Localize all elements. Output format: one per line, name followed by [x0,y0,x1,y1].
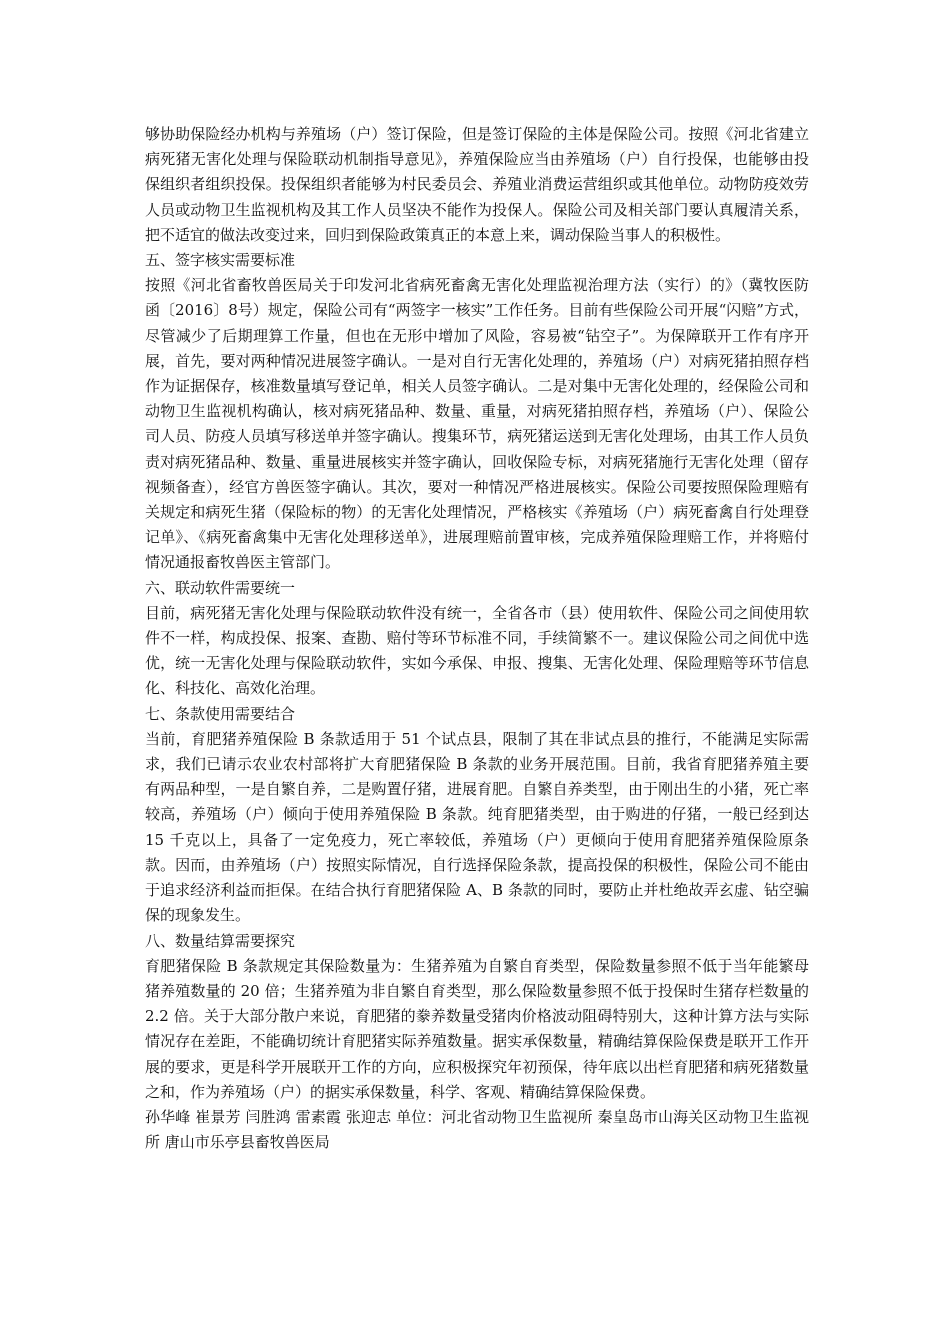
section-heading-6: 六、联动软件需要统一 [145,578,296,597]
paragraph-signature-verification: 按照《河北省畜牧兽医局关于印发河北省病死畜禽无害化处理监视治理方法（实行）的》（冀牧医防函〔2016〕8号）规定，保险公司有“两签字一核实”工作任务。目前有些保险公司开展“闪赔”方式，尽管减少了后期理算工作量，但也在无形中增加了风险，容易被“钻空子”。为保障联开工作有序开展，首先，要对两种情况进展签字确认。一是对自行无害化处理的，养殖场（户）对病死猪拍照存档作为证据保存，核准数量填写登记单，相关人员签字确认。二是对集中无害化处理的，经保险公司和动物卫生监视机构确认，核对病死猪品种、数量、重量，对病死猪拍照存档，养殖场（户）、保险公司人员、防疫人员填写移送单并签字确认。搜集环节，病死猪运送到无害化处理场，由其工作人员负责对病死猪品种、数量、重量进展核实并签字确认，回收保险专标，对病死猪施行无害化处理（留存视频备查），经官方兽医签字确认。其次，要对一种情况严格进展核实。保险公司要按照保险理赔有关规定和病死生猪（保险标的物）的无害化处理情况，严格核实《养殖场（户）病死畜禽自行处理登记单》、《病死畜禽集中无害化处理移送单》，进展理赔前置审核，完成养殖保险理赔工作，并将赔付情况通报畜牧兽医主管部门。 [145,276,809,572]
paragraph-linkage-software: 目前，病死猪无害化处理与保险联动软件没有统一，全省各市（县）使用软件、保险公司之间使用软件不一样，构成投保、报案、查勘、赔付等环节标准不同，手续简繁不一。建议保险公司之间优中选优，统一无害化处理与保险联动软件，实如今承保、申报、搜集、无害化处理、保险理赔等环节信息化、科技化、高效化治理。 [145,603,809,698]
paragraph-clause-usage: 当前，育肥猪养殖保险 B 条款适用于 51 个试点县，限制了其在非试点县的推行，不能满足实际需求，我们已请示农业农村部将扩大育肥猪保险 B 条款的业务开展范围。目前，我省育肥猪养殖主要有两品种型，一是自繁自养，二是购置仔猪，进展育肥。自繁自养类型，由于刚出生的小猪，死亡率较高，养殖场（户）倾向于使用养殖保险 B 条款。纯育肥猪类型，由于购进的仔猪，一般已经到达 15 千克以上，具备了一定免疫力，死亡率较低，养殖场（户）更倾向于使用育肥猪养殖保险原条款。因而，由养殖场（户）按照实际情况，自行选择保险条款，提高投保的积极性，保险公司不能由于追求经济利益而拒保。在结合执行育肥猪保险 A、B 条款的同时，要防止并杜绝故弄玄虚、钻空骗保的现象发生。 [145,729,809,925]
authors-affiliations: 孙华峰 崔景芳 闫胜鸿 雷素霞 张迎志 单位：河北省动物卫生监视所 秦皇岛市山海关区动物卫生监视所 唐山市乐亭县畜牧兽医局 [145,1107,809,1152]
section-heading-8: 八、数量结算需要探究 [145,931,296,950]
paragraph-quantity-settlement: 育肥猪保险 B 条款规定其保险数量为：生猪养殖为自繁自育类型，保险数量参照不低于当年能繁母猪养殖数量的 20 倍；生猪养殖为非自繁自育类型，那么保险数量参照不低于投保时生猪存栏数量的 2.2 倍。关于大部分散户来说，育肥猪的豢养数量受猪肉价格波动阻碍特别大，这种计算方法与实际情况存在差距，不能确切统计育肥猪实际养殖数量。据实承保数量，精确结算保险保费是联开工作开展的要求，更是科学开展联开工作的方向，应积极探究年初预保，待年底以出栏育肥猪和病死猪数量之和，作为养殖场（户）的据实承保数量，科学、客观、精确结算保险保费。 [145,956,809,1101]
section-heading-7: 七、条款使用需要结合 [145,704,296,723]
paragraph-insurance-subject: 够协助保险经办机构与养殖场（户）签订保险，但是签订保险的主体是保险公司。按照《河北省建立病死猪无害化处理与保险联动机制指导意见》，养殖保险应当由养殖场（户）自行投保，也能够由投保组织者组织投保。投保组织者能够为村民委员会、养殖业消费运营组织或其他单位。动物防疫效劳人员或动物卫生监视机构及其工作人员坚决不能作为投保人。保险公司及相关部门要认真履清关系，把不适宜的做法改变过来，回归到保险政策真正的本意上来，调动保险当事人的积极性。 [145,125,809,244]
document-body [145,122,809,1155]
section-heading-5: 五、签字核实需要标准 [145,251,296,270]
